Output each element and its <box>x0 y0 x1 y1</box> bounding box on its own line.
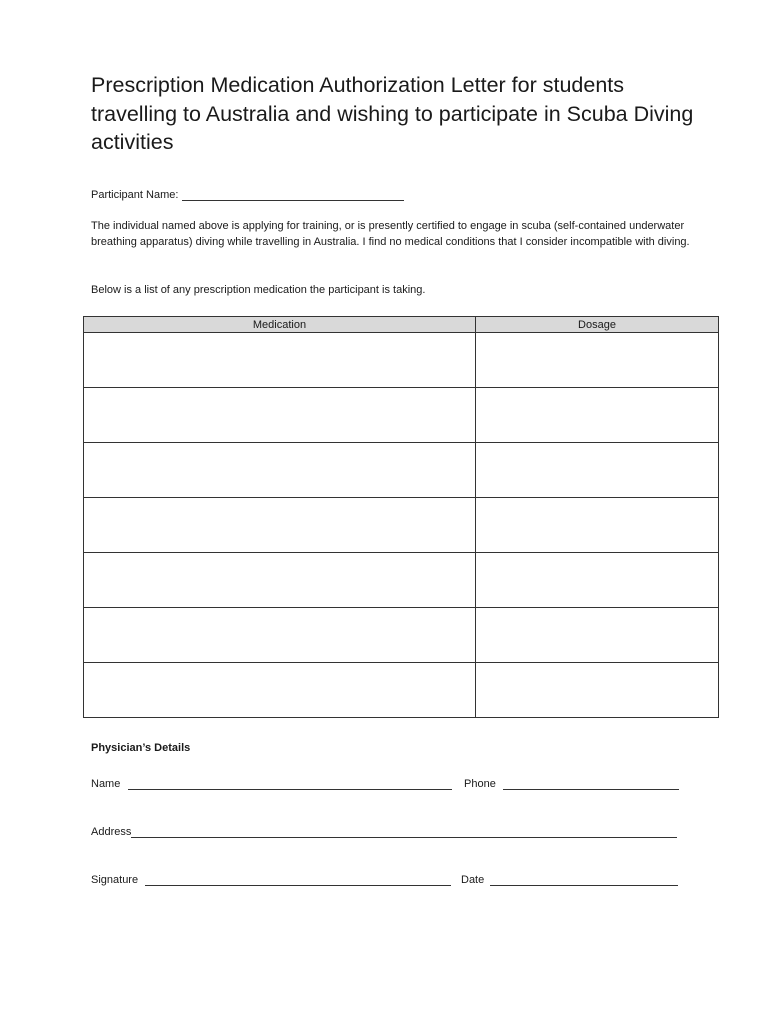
medication-cell[interactable] <box>84 663 476 718</box>
physician-date-label: Date <box>461 874 485 886</box>
dosage-cell[interactable] <box>476 663 719 718</box>
medication-cell[interactable] <box>84 553 476 608</box>
physician-signature-field[interactable] <box>145 873 451 886</box>
dosage-cell[interactable] <box>476 553 719 608</box>
physician-name-row <box>91 777 452 790</box>
medication-table <box>83 316 719 718</box>
statement-paragraph: The individual named above is applying for training, or is presently certified to engage in scuba (self-contained underwater breathing apparatus) diving while travelling in Australia. I find no medical conditions that I consider incompatible with diving. <box>91 220 690 248</box>
dosage-cell[interactable] <box>476 608 719 663</box>
physician-date-row <box>461 873 678 886</box>
medication-cell[interactable] <box>84 443 476 498</box>
physician-signature-row <box>91 873 451 886</box>
table-row <box>84 388 719 443</box>
dosage-cell[interactable] <box>476 333 719 388</box>
dosage-cell[interactable] <box>476 498 719 553</box>
physician-date-field[interactable] <box>490 873 678 886</box>
physician-phone-row <box>464 777 679 790</box>
physician-name-field[interactable] <box>128 777 452 790</box>
medication-cell[interactable] <box>84 608 476 663</box>
medication-list-intro: Below is a list of any prescription medication the participant is taking. <box>91 284 426 296</box>
table-row <box>84 443 719 498</box>
physician-address-row <box>91 825 677 838</box>
medication-cell[interactable] <box>84 333 476 388</box>
table-row <box>84 553 719 608</box>
medication-cell[interactable] <box>84 498 476 553</box>
participant-name-field[interactable] <box>182 188 404 201</box>
physician-name-label: Name <box>91 778 121 790</box>
dosage-cell[interactable] <box>476 443 719 498</box>
table-row <box>84 333 719 388</box>
table-row <box>84 608 719 663</box>
physician-details-heading: Physician’s Details <box>91 742 191 754</box>
dosage-cell[interactable] <box>476 388 719 443</box>
document-title: Prescription Medication Authorization Letter for students travelling to Australia and wishing to participate in Scuba Diving activities <box>91 73 694 154</box>
table-row <box>84 663 719 718</box>
physician-address-label: Address <box>91 826 132 838</box>
dosage-column-header: Dosage <box>476 317 719 333</box>
participant-name-row <box>91 188 404 201</box>
physician-signature-label: Signature <box>91 874 139 886</box>
physician-address-field[interactable] <box>131 825 677 838</box>
physician-phone-field[interactable] <box>503 777 679 790</box>
medication-column-header: Medication <box>84 317 476 333</box>
participant-name-label: Participant Name: <box>91 189 179 201</box>
medication-cell[interactable] <box>84 388 476 443</box>
table-row <box>84 498 719 553</box>
table-header-row <box>84 317 719 333</box>
physician-phone-label: Phone <box>464 778 496 790</box>
